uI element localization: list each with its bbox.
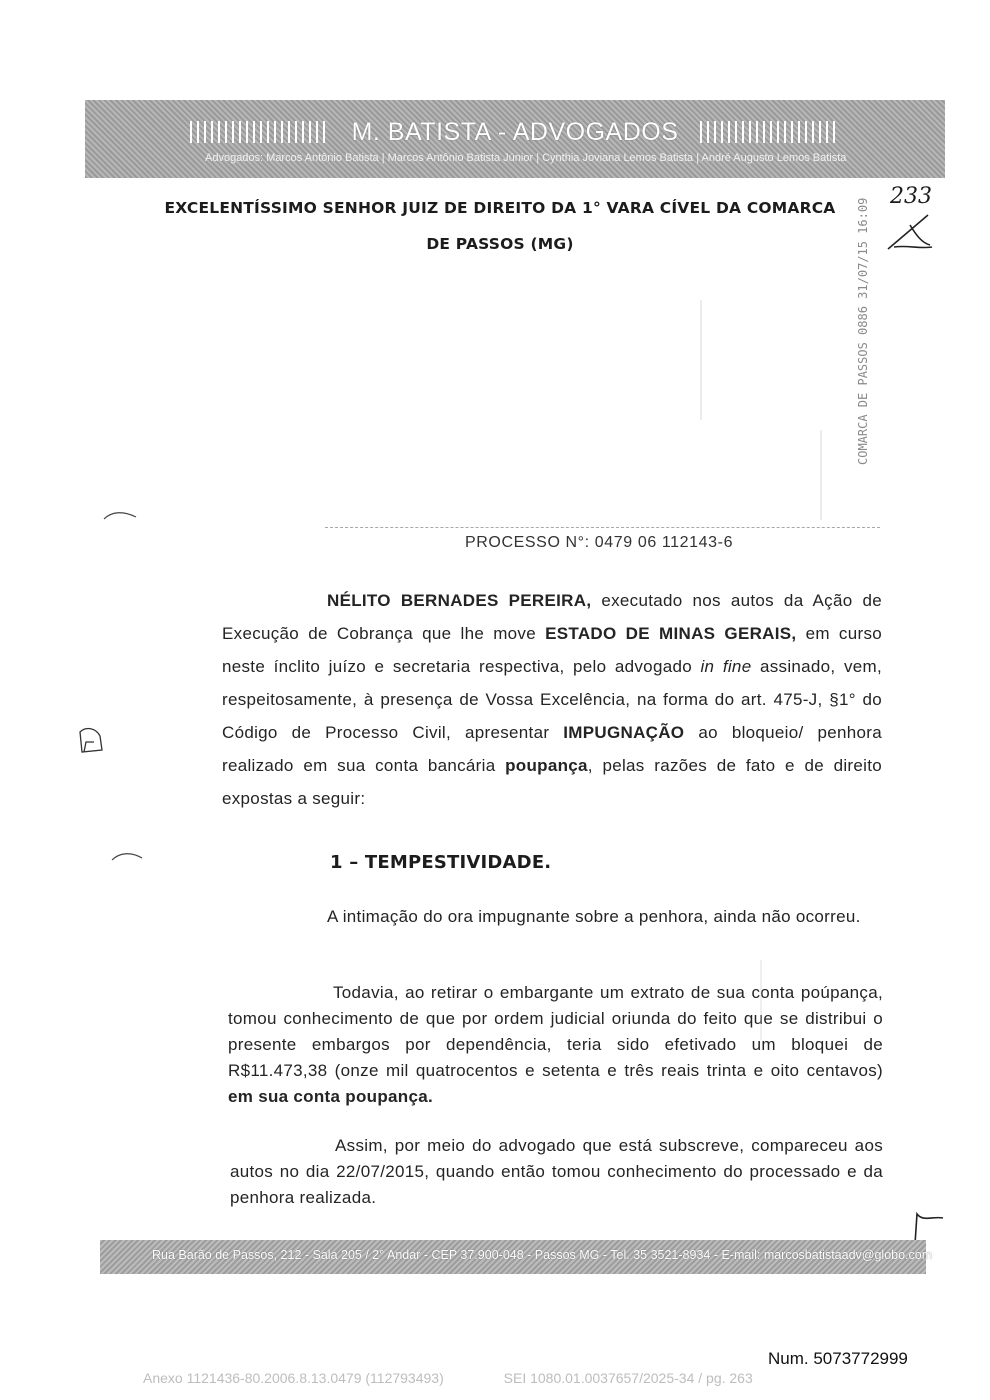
handwritten-rubric-icon [880,205,940,255]
appearance-paragraph [230,1133,883,1211]
letterhead-footer [100,1240,933,1274]
in-fine-text: in fine [700,657,752,676]
intro-text-a: executado nos autos da Ação de Execução de Cobrança que lhe move [222,591,882,643]
facts-bold-text: em sua conta poupança. [228,1087,433,1106]
timeliness-paragraph [222,900,882,933]
petitioner-name: NÉLITO BERNADES PEREIRA, [327,591,592,610]
intro-text-e: , pelas razões de fato e de direito expostas a seguir: [222,756,882,808]
filing-stamp-text: COMARCA DE PASSOS 0886 31/07/15 16:09 [856,197,870,465]
opposing-party: ESTADO DE MINAS GERAIS, [545,624,797,643]
poupanca-text: poupança [505,756,588,775]
annex-reference [143,1370,753,1386]
scan-artifact [700,300,702,420]
annex-right: SEI 1080.01.0037657/2025-34 / pg. 263 [503,1370,753,1386]
filing-stamp [856,197,882,465]
impugnacao-text: IMPUGNAÇÃO [563,723,685,742]
hole-punch-mark-icon [72,722,108,758]
firm-name: M. BATISTA - ADVOGADOS [351,117,679,146]
section-title: 1 – TEMPESTIVIDADE. [330,852,552,873]
handwritten-page-number: 233 [890,184,932,209]
intro-paragraph [222,584,882,815]
firm-address: Rua Barão de Passos, 212 - Sala 205 / 2° Andar - CEP 37.900-048 - Passos MG - Tel. 35 3521-8934 - E-mail: marcosbatistaadv@globo.com [152,1248,933,1262]
addressee-title [120,190,880,262]
intro-text-d: ao bloqueio/ penhora realizado em sua conta bancária [222,723,882,775]
title-line-1: EXCELENTÍSSIMO SENHOR JUIZ DE DIREITO DA 1° VARA CÍVEL DA COMARCA [164,199,836,217]
lawyers-list: Advogados: Marcos Antônio Batista | Marcos Antônio Batista Júnior | Cynthia Joviana Lemos Batista | André Augusto Lemos Batista [205,152,847,164]
facts-paragraph [228,980,883,1110]
barcode-decoration-right [700,121,840,143]
margin-mark-icon [100,505,140,525]
intro-text-c: assinado, vem, respeitosamente, à presença de Vossa Excelência, na forma do art. 475-J, §1° do Código de Processo Civil, apresentar [222,657,883,742]
letterhead-title-row [85,112,945,152]
barcode-decoration-left [190,121,330,143]
document-number: Num. 5073772999 [768,1349,908,1368]
intro-text-b: em curso neste ínclito juízo e secretaria respectiva, pelo advogado [222,624,882,676]
timeliness-text: A intimação do ora impugnante sobre a penhora, ainda não ocorreu. [327,907,861,926]
process-divider [325,527,880,529]
scan-artifact [760,960,762,1040]
appearance-text: Assim, por meio do advogado que está subscreve, compareceu aos autos no dia 22/07/2015, quando então tomou conhecimento do processado e da penhora realizada. [230,1136,883,1207]
margin-mark-icon-2 [108,848,148,868]
annex-left: Anexo 1121436-80.2006.8.13.0479 (112793493) [143,1370,444,1386]
title-line-2: DE PASSOS (MG) [426,235,574,253]
scan-artifact [820,430,822,520]
letterhead-banner [85,100,945,178]
process-number: PROCESSO N°: 0479 06 112143-6 [465,534,734,551]
facts-text: Todavia, ao retirar o embargante um extrato de sua conta poúpança, tomou conhecimento de que por ordem judicial oriunda do feito que se distribui o presente embargos por dependência, teria sido efetivado um bloquei de R$11.473,38 (onze mil quatrocentos e setenta e três reais trinta e oito centavos) [228,983,883,1080]
